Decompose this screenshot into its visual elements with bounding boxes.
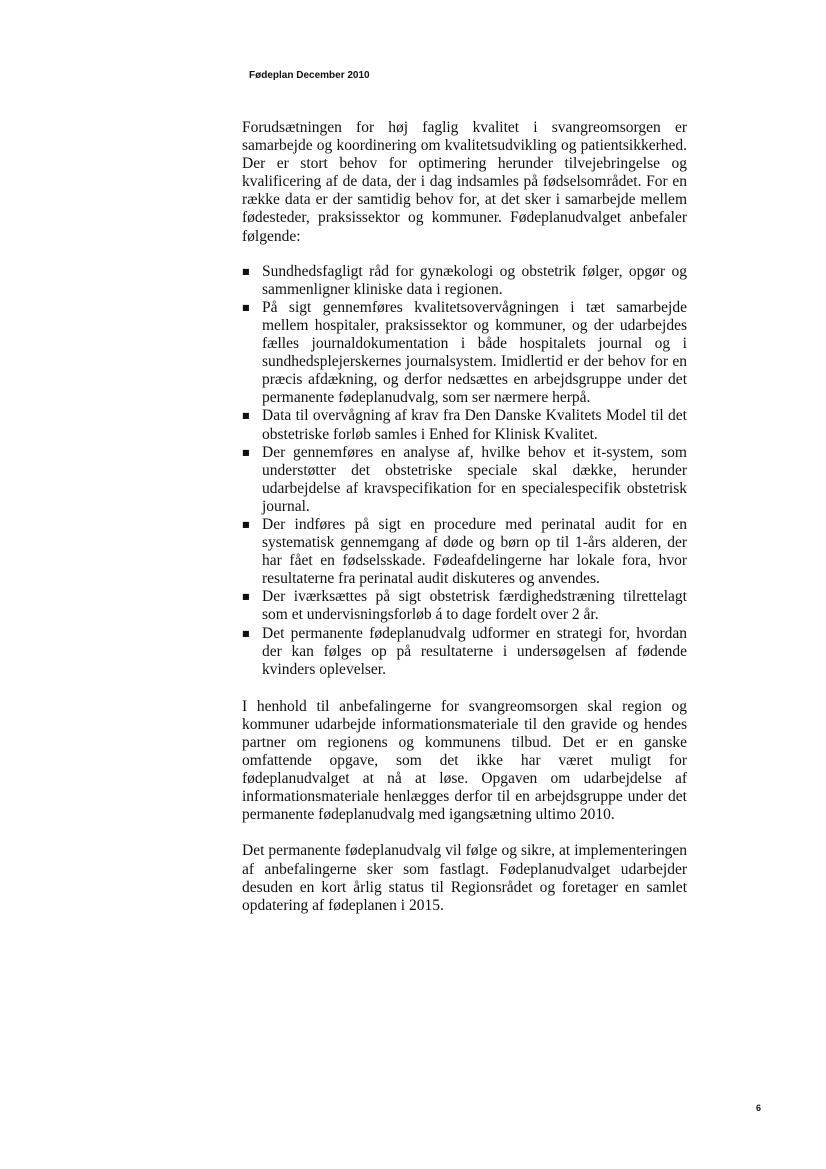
closing-paragraph: Det permanente fødeplanudvalg vil følge og sikre, at implementeringen af anbefalingerne sker som fastlagt. Fødeplanudvalget udarbejder desuden en kort årlig status til Regionsrådet og foretager en samlet opdatering af fødeplanen i 2015. <box>242 842 687 914</box>
list-item <box>242 588 687 624</box>
list-item-text: Der gennemføres en analyse af, hvilke behov et it-system, som understøtter det obstetriske speciale skal dække, herunder udarbejdelse af kravspecifikation for en specialespecifik obstetrisk journal. <box>262 443 687 515</box>
list-item <box>242 625 687 679</box>
list-item <box>242 444 687 516</box>
list-item-text: På sigt gennemføres kvalitetsovervågningen i tæt samarbejde mellem hospitaler, praksissektor og kommuner, og der udarbejdes fælles journaldokumentation i både hospitalets journal og i sundhedsplejerskernes journalsystem. Imidlertid er der behov for en præcis afdækning, og derfor nedsættes en arbejdsgruppe under det permanente fødeplanudvalg, som ser nærmere herpå. <box>262 298 687 407</box>
recommendations-list <box>242 263 687 679</box>
page-number: 6 <box>756 1103 762 1113</box>
list-item-text: Data til overvågning af krav fra Den Danske Kvalitets Model til det obstetriske forløb samles i Enhed for Klinisk Kvalitet. <box>262 407 687 443</box>
intro-paragraph: Forudsætningen for høj faglig kvalitet i svangreomsorgen er samarbejde og koordinering om kvalitetsudvikling og patientsikkerhed. Der er stort behov for optimering herunder tilvejebringelse og kvalificering af de data, der i dag indsamles på fødselsområdet. For en række data er der samtidig behov for, at det sker i samarbejde mellem fødesteder, praksissektor og kommuner. Fødeplanudvalget anbefaler følgende: <box>242 119 687 245</box>
bullet-icon: ■ <box>242 447 250 457</box>
list-item-text: Det permanente fødeplanudvalg udformer en strategi for, hvordan der kan følges op på resultaterne i undersøgelsen af fødende kvinders oplevelser. <box>262 624 687 678</box>
page-header: Fødeplan December 2010 <box>249 70 370 81</box>
list-item <box>242 516 687 588</box>
list-item-text: Der iværksættes på sigt obstetrisk færdighedstræning tilrettelagt som et undervisningsforløb á to dage fordelt over 2 år. <box>262 588 687 624</box>
document-body <box>242 119 687 915</box>
bullet-icon: ■ <box>242 628 250 638</box>
bullet-icon: ■ <box>242 592 250 602</box>
information-paragraph: I henhold til anbefalingerne for svangreomsorgen skal region og kommuner udarbejde informationsmateriale til den gravide og hendes partner om regionens og kommunens tilbud. Det er en ganske omfattende opgave, som det ikke har været muligt for fødeplanudvalget at nå at løse. Opgaven om udarbejdelse af informationsmateriale henlægges derfor til en arbejdsgruppe under det permanente fødeplanudvalg med igangsætning ultimo 2010. <box>242 697 687 824</box>
bullet-icon: ■ <box>242 266 250 276</box>
list-item-text: Der indføres på sigt en procedure med perinatal audit for en systematisk gennemgang af døde og børn op til 1-års alderen, der har fået en fødselsskade. Fødeafdelingerne har lokale fora, hvor resultaterne fra perinatal audit diskuteres og anvendes. <box>262 515 687 588</box>
list-item <box>242 407 687 443</box>
list-item-text: Sundhedsfagligt råd for gynækologi og obstetrik følger, opgør og sammenligner kliniske data i regionen. <box>262 262 687 298</box>
bullet-icon: ■ <box>242 519 250 529</box>
bullet-icon: ■ <box>242 302 250 312</box>
list-item <box>242 299 687 408</box>
bullet-icon: ■ <box>242 411 250 421</box>
list-item <box>242 263 687 299</box>
